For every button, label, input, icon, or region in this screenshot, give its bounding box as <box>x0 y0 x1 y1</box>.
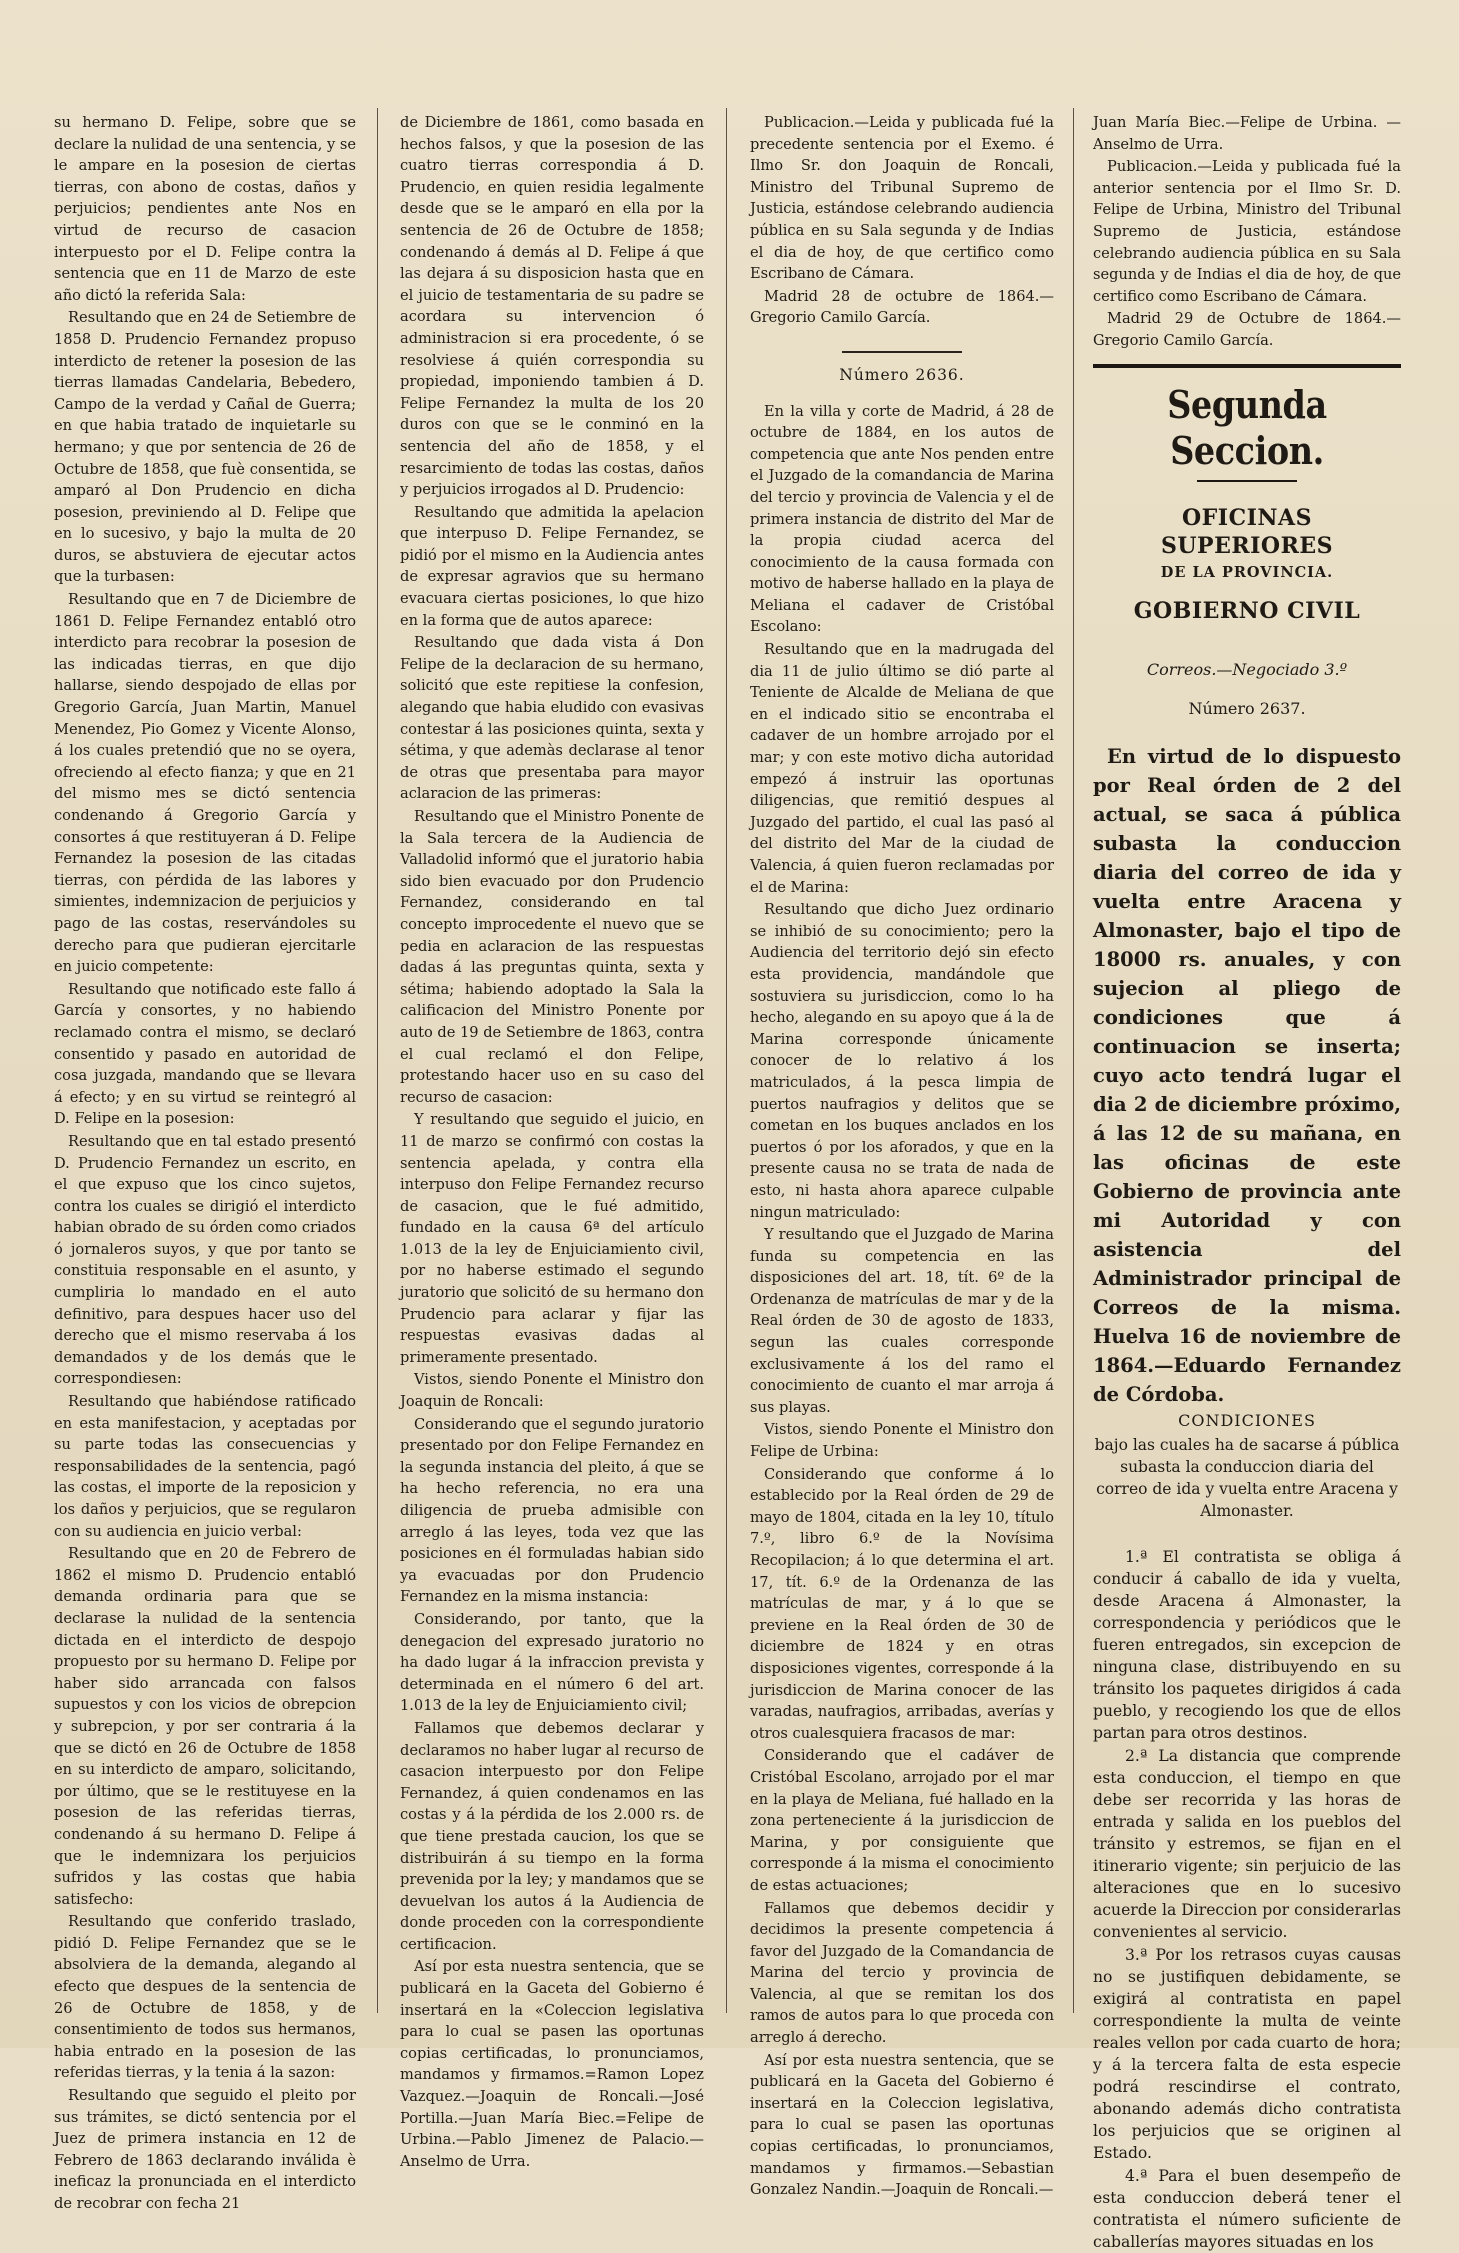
separator-rule <box>842 351 962 353</box>
paragraph: Vistos, siendo Ponente el Ministro don Joaquin de Roncali: <box>400 1371 704 1411</box>
paragraph: Vistos, siendo Ponente el Ministro don Felipe de Urbina: <box>750 1421 1054 1461</box>
paragraph: Resultando que notificado este fallo á García y consortes, y no habiendo reclamado contra el mismo, se declaró consentido y pasado en autoridad de cosa juzgada, mandando que se llevara á efecto; y en su virtud se reintegró al D. Felipe en la posesion: <box>54 980 356 1128</box>
paragraph: Considerando que el cadáver de Cristóbal Escolano, arrojado por el mar en la playa de Meliana, fué hallado en la zona perteneciente á la jurisdiccion de Marina, y por consiguiente que corresponde á la misma el conocimiento de estas actuaciones; <box>750 1747 1054 1894</box>
paragraph: Juan María Biec.—Felipe de Urbina. —Anselmo de Urra. <box>1093 114 1401 153</box>
paragraph: Y resultando que seguido el juicio, en 11 de marzo se confirmó con costas la sentencia apelada, y contra ella interpuso don Felipe Fernandez recurso de casacion, que le fué admitido, fundado en la causa 6ª del artículo 1.013 de la ley de Enjuiciamiento civil, por no haberse estimado el segundo juratorio que solicitó de su hermano don Prudencio para aclarar y fijar las respuestas evasivas dadas al primeramente presentado. <box>400 1111 704 1366</box>
province-heading: DE LA PROVINCIA. <box>1160 563 1334 581</box>
condition-item: 2.ª La distancia que comprende esta conduccion, el tiempo en que debe ser recorrida y las horas de entrada y salida en los pueblos del tránsito y estremos, se fijan en el itinerario vigente; sin perjuicio de las alteraciones que en lo sucesivo acuerde la Direccion por considerarlas convenientes al servicio. <box>1093 1746 1401 1941</box>
paragraph: Resultando que habiéndose ratificado en esta manifestacion, y aceptadas por su parte todas las consecuencias y responsabilidades de la sentencia, pagó las costas, el importe de la reposicion y los daños y perjuicios, que se regularon con su audiencia en juicio verbal: <box>54 1393 356 1540</box>
paragraph: Resultando que en 24 de Setiembre de 1858 D. Prudencio Fernandez propuso interdicto de retener la posesion de las tierras llamadas Candelaria, Bebedero, Campo de la verdad y Cañal de Guerra; en que habia tratado de inquietarle su hermano; y que por sentencia de 26 de Octubre de 1858, que fuè consentida, se amparó al Don Prudencio en dicha posesion, previniendo al D. Felipe que en lo sucesivo, y bajo la multa de 20 duros, se abstuviera de ejecutar actos que la turbasen: <box>54 309 356 586</box>
column-2 <box>400 112 705 2170</box>
section-title: Segunda Seccion. <box>1167 381 1327 473</box>
column-3 <box>750 112 1054 2199</box>
paragraph: Considerando que conforme á lo establecido por la Real órden de 29 de mayo de 1804, citada en la ley 10, título 7.º, libro 6.º de la Novísima Recopilacion; á lo que determina el art. 17, tít. 6.º de la Ordenanza de las matrículas de mar, y á lo que se previene en la Real órden de 30 de diciembre de 1824 y en otras disposiciones vigentes, corresponde á la jurisdiccion de Marina conocer de las varadas, naufragios, arribadas, averías y otros cualesquiera fracasos de mar: <box>750 1465 1054 1742</box>
paragraph: Resultando que en 7 de Diciembre de 1861 D. Felipe Fernandez entabló otro interdicto para recobrar la posesion de las indicadas tierras, en que dijo hallarse, siendo despojado de ellas por Gregorio García, Juan Martin, Manuel Menendez, Pio Gomez y Vicente Alonso, á los cuales pretendió que no se oyera, ofreciendo al efecto fianza; y que en 21 del mismo mes se dictó sentencia condenando á Gregorio García y consortes á que restituyeran á D. Felipe Fernandez la posesion de las citadas tierras, con pérdida de las labores y simientes, indemnizacion de perjuicios y pago de las costas, reservándoles su derecho para que pudieran ejercitarle en juicio competente: <box>54 591 356 976</box>
conditions-list <box>1093 1546 1401 2253</box>
paragraph: Fallamos que debemos declarar y declaramos no haber lugar al recurso de casacion interpuesto por don Felipe Fernandez, á quien condenamos en las costas y á la pérdida de los 2.000 rs. de que tiene prestada caucion, los que se distribuirán á su tiempo en la forma prevenida por la ley; y mandamos que se devuelvan los autos á la Audiencia de donde proceden con la correspondiente certificacion. <box>400 1719 704 1953</box>
offices-heading: OFICINAS SUPERIORES <box>1160 504 1334 559</box>
paragraph: En la villa y corte de Madrid, á 28 de octubre de 1884, en los autos de competencia que ante Nos penden entre el Juzgado de la comandancia de Marina del tercio y provincia de Valencia y el de primera instancia de distrito del Mar de la propia ciudad acerca del conocimiento de la causa formada con motivo de haberse hallado en la playa de Meliana el cadaver de Cristóbal Escolano: <box>750 402 1054 636</box>
paragraph: Resultando que seguido el pleito por sus trámites, se dictó sentencia por el Juez de primera instancia en 12 de Febrero de 1863 declarando inválida è ineficaz la pronunciada en el interdicto de recobrar con fecha 21 <box>54 2087 356 2212</box>
condition-item: 3.ª Por los retrasos cuyas causas no se justifiquen debidamente, se exigirá al contratista en papel correspondiente la multa de veinte reales vellon por cada cuarto de hora; y á la tercera falta de esta especie podrá rescindirse el contrato, abonando además dicho contratista los perjuicios que se originen al Estado. <box>1093 1945 1401 2162</box>
condition-item: 1.ª El contratista se obliga á conducir á caballo de ida y vuelta, desde Aracena á Almonaster, la correspondencia y periódicos que le fueren entregados, sin excepcion de ninguna clase, distribuyendo en su tránsito los paquetes dirigidos á cada pueblo, y recogiendo los que de ellos partan para otros destinos. <box>1093 1547 1401 1742</box>
paragraph: Resultando que en 20 de Febrero de 1862 el mismo D. Prudencio entabló demanda ordinaria para que se declarase la nulidad de la sentencia dictada en el interdicto de despojo propuesto por su hermano D. Felipe por haber sido arrancada con falsos supuestos y con los vicios de obrepcion y subrepcion, y por ser contraria á la que se dictó en 26 de Octubre de 1858 en su interdicto de amparo, solicitando, por último, que se le restituyese en la posesion de las referidas tierras, condenando á su hermano D. Felipe á que le indemnizara los perjuicios sufridos y las costas que habia satisfecho: <box>54 1545 356 1908</box>
gobierno-heading: GOBIERNO CIVIL <box>1133 598 1361 625</box>
paragraph: Resultando que el Ministro Ponente de la Sala tercera de la Audiencia de Valladolid informó que el juratorio habia sido bien evacuado por don Prudencio Fernandez, considerando en tal concepto improcedente el nuevo que se pedia en aclaracion de las respuestas dadas á las preguntas quinta, sexta y sétima; habiendo adoptado la Sala la calificacion del Ministro Ponente por auto de 19 de Setiembre de 1863, contra el cual reclamó el don Felipe, protestando hacer uso en su caso del recurso de casacion: <box>400 808 705 1106</box>
paragraph: de Diciembre de 1861, como basada en hechos falsos, y que la posesion de las cuatro tierras correspondia á D. Prudencio, en quien residia legalmente desde que se le amparó en ella por la sentencia de 26 de Octubre de 1858; condenando á demás al D. Felipe á que las dejara á su disposicion hasta que en el juicio de testamentaria de su padre se acordara su intervencion ó administracion si era procedente, ó se resolviese á quién correspondia su propiedad, imponiendo tambien á D. Felipe Fernandez la multa de los 20 duros con que se le conminó en la sentencia del año de 1858, y el resarcimiento de todas las costas, daños y perjuicios irrogados al D. Prudencio: <box>400 114 704 499</box>
section-divider <box>1093 364 1401 368</box>
column-rule <box>377 108 378 2013</box>
column-rule <box>1073 108 1074 2013</box>
paragraph: Resultando que admitida la apelacion que interpuso D. Felipe Fernandez, se pidió por el mismo en la Audiencia antes de expresar agravios que su hermano evacuara ciertas posiciones, lo que hizo en la forma que de autos aparece: <box>400 503 704 629</box>
paragraph: Y resultando que el Juzgado de Marina funda su competencia en las disposiciones del art. 18, tít. 6º de la Ordenanza de matrículas de mar y de la Real órden de 30 de agosto de 1833, segun las cuales corresponde exclusivamente á los del ramo el conocimiento de cuanto el mar arroja á sus playas. <box>750 1226 1054 1416</box>
article-number: Número 2637. <box>1188 699 1306 719</box>
paragraph: Madrid 29 de Octubre de 1864.—Gregorio Camilo García. <box>1093 310 1401 349</box>
article-number: Número 2636. <box>839 365 965 384</box>
column-rule <box>726 108 727 2013</box>
paragraph: Publicacion.—Leida y publicada fué la precedente sentencia por el Exemo. é Ilmo Sr. don Joaquin de Roncali, Ministro del Tribunal Supremo de Justicia, estándose celebrando audiencia pública en su Sala segunda y de Indias el dia de hoy, de que certifico como Escribano de Cámara. <box>750 114 1054 283</box>
paragraph: Resultando que dicho Juez ordinario se inhibió de su conocimiento; pero la Audiencia del territorio dejó sin efecto esta providencia, mandándole que sostuviera su jurisdiccion, como lo ha hecho, alegando en su apoyo que á la de Marina corresponde únicamente conocer de lo relativo á los matriculados, á la pesca limpia de puertos naufragios y delitos que se cometan en los buques anclados en los puertos ó por los aforados, y que en la presente causa no se trata de nada de esto, ni hasta ahora aparece culpable ningun matriculado: <box>750 901 1054 1221</box>
paragraph: Considerando que el segundo juratorio presentado por don Felipe Fernandez en la segunda instancia del pleito, á que se ha hecho referencia, no era una diligencia de prueba admisible con arreglo á las leyes, toda vez que las posiciones en él formuladas habian sido ya evacuadas por don Prudencio Fernandez en la misma instancia: <box>400 1415 704 1606</box>
paragraph: Resultando que dada vista á Don Felipe de la declaracion de su hermano, solicitó que este repitiese la confesion, alegando que habia eludido con evasivas contestar á las posiciones quinta, sexta y sétima, y que ademàs declarase al tenor de otras que presentaba para mayor aclaracion de las primeras: <box>400 634 704 803</box>
condition-item: 4.ª Para el buen desempeño de esta conduccion deberá tener el contratista el número suficiente de caballerías mayores situadas en los <box>1093 2166 1401 2251</box>
paragraph: Publicacion.—Leida y publicada fué la anterior sentencia por el Ilmo Sr. D. Felipe de Urbina, Ministro del Tribunal Supremo de Justicia, estándose celebrando audiencia pública en su Sala segunda y de Indias el dia de hoy, de que certifico como Escribano de Cámara. <box>1093 158 1401 305</box>
auction-announcement: En virtud de lo dispuesto por Real órden de 2 del actual, se saca á pública subasta la conduccion diaria del correo de ida y vuelta entre Aracena y Almonaster, bajo el tipo de 18000 rs. anuales, y con sujecion al pliego de condiciones que á continuacion se inserta; cuyo acto tendrá lugar el dia 2 de diciembre próximo, á las 12 de su mañana, en las oficinas de este Gobierno de provincia ante mi Autoridad y con asistencia del Administrador principal de Correos de la misma. Huelva 16 de noviembre de 1864.—Eduardo Fernandez de Córdoba. <box>1093 744 1401 1406</box>
column-4 <box>1093 112 1401 2251</box>
paragraph: Resultando que en la madrugada del dia 11 de julio último se dió parte al Teniente de Alcalde de Meliana de que en el indicado sitio se encontraba el cadaver de un hombre arrojado por el mar; y con este motivo dicha autoridad empezó á instruir las oportunas diligencias, que remitió despues al Juzgado del partido, el cual las pasó al del distrito del Mar de la ciudad de Valencia, á quien fueron reclamadas por el de Marina: <box>750 641 1054 896</box>
paragraph: Madrid 28 de octubre de 1864.—Gregorio Camilo García. <box>750 287 1054 327</box>
paragraph: Resultando que en tal estado presentó D. Prudencio Fernandez un escrito, en el que expuso que los cinco sujetos, contra los cuales se dirigió el interdicto habian obrado de su órden como criados ó jornaleros suyos, y que por tanto se constituia responsable en el asunto, y cumpliria lo mandado en el auto definitivo, para despues hacer uso del derecho que el mismo reservaba á los demandados y de los demás que le correspondiesen: <box>54 1132 356 1388</box>
conditions-title: CONDICIONES <box>1178 1410 1316 1430</box>
paragraph: Así por esta nuestra sentencia, que se publicará en la Gaceta del Gobierno é insertará en la Coleccion legislativa, para lo cual se pasen las oportunas copias certificadas, lo pronunciamos, mandamos y firmamos.—Sebastian Gonzalez Nandin.—Joaquin de Roncali.— <box>750 2051 1054 2199</box>
ornament-rule <box>1197 480 1297 482</box>
paragraph: Considerando, por tanto, que la denegacion del expresado juratorio no ha dado lugar á la infraccion prevista y determinada en el número 6 del art. 1.013 de la ley de Enjuiciamiento civil; <box>400 1610 704 1715</box>
column-1 <box>54 112 356 2212</box>
paragraph: Fallamos que debemos decidir y decidimos la presente competencia á favor del Juzgado de la Comandancia de Marina del tercio y provincia de Valencia, al que se remitan los dos ramos de autos para lo que proceda con arreglo á derecho. <box>750 1899 1054 2047</box>
conditions-subtitle: bajo las cuales ha de sacarse á pública subasta la conduccion diaria del correo de ida y vuelta entre Aracena y Almonaster. <box>1094 1435 1400 1520</box>
correos-line: Correos.—Negociado 3.º <box>1146 659 1348 679</box>
paragraph: Así por esta nuestra sentencia, que se publicará en la Gaceta del Gobierno é insertará en la «Coleccion legislativa para lo cual se pasen las oportunas copias certificadas, lo pronunciamos, mandamos y firmamos.=Ramon Lopez Vazquez.—Joaquin de Roncali.—José Portilla.—Juan María Biec.=Felipe de Urbina.—Pablo Jimenez de Palacio.—Anselmo de Urra. <box>400 1958 704 2170</box>
paragraph: su hermano D. Felipe, sobre que se declare la nulidad de una sentencia, y se le ampare en la posesion de ciertas tierras, con abono de costas, daños y perjuicios; pendientes ante Nos en virtud de recurso de casacion interpuesto por el D. Felipe contra la sentencia que en 11 de Marzo de este año dictó la referida Sala: <box>54 114 356 304</box>
paragraph: Resultando que conferido traslado, pidió D. Felipe Fernandez que se le absolviera de la demanda, alegando al efecto que despues de la sentencia de 26 de Octubre de 1858, y de consentimiento de todos sus hermanos, habia entrado en la posesion de las referidas tierras, y la tenia á la sazon: <box>54 1913 356 2082</box>
